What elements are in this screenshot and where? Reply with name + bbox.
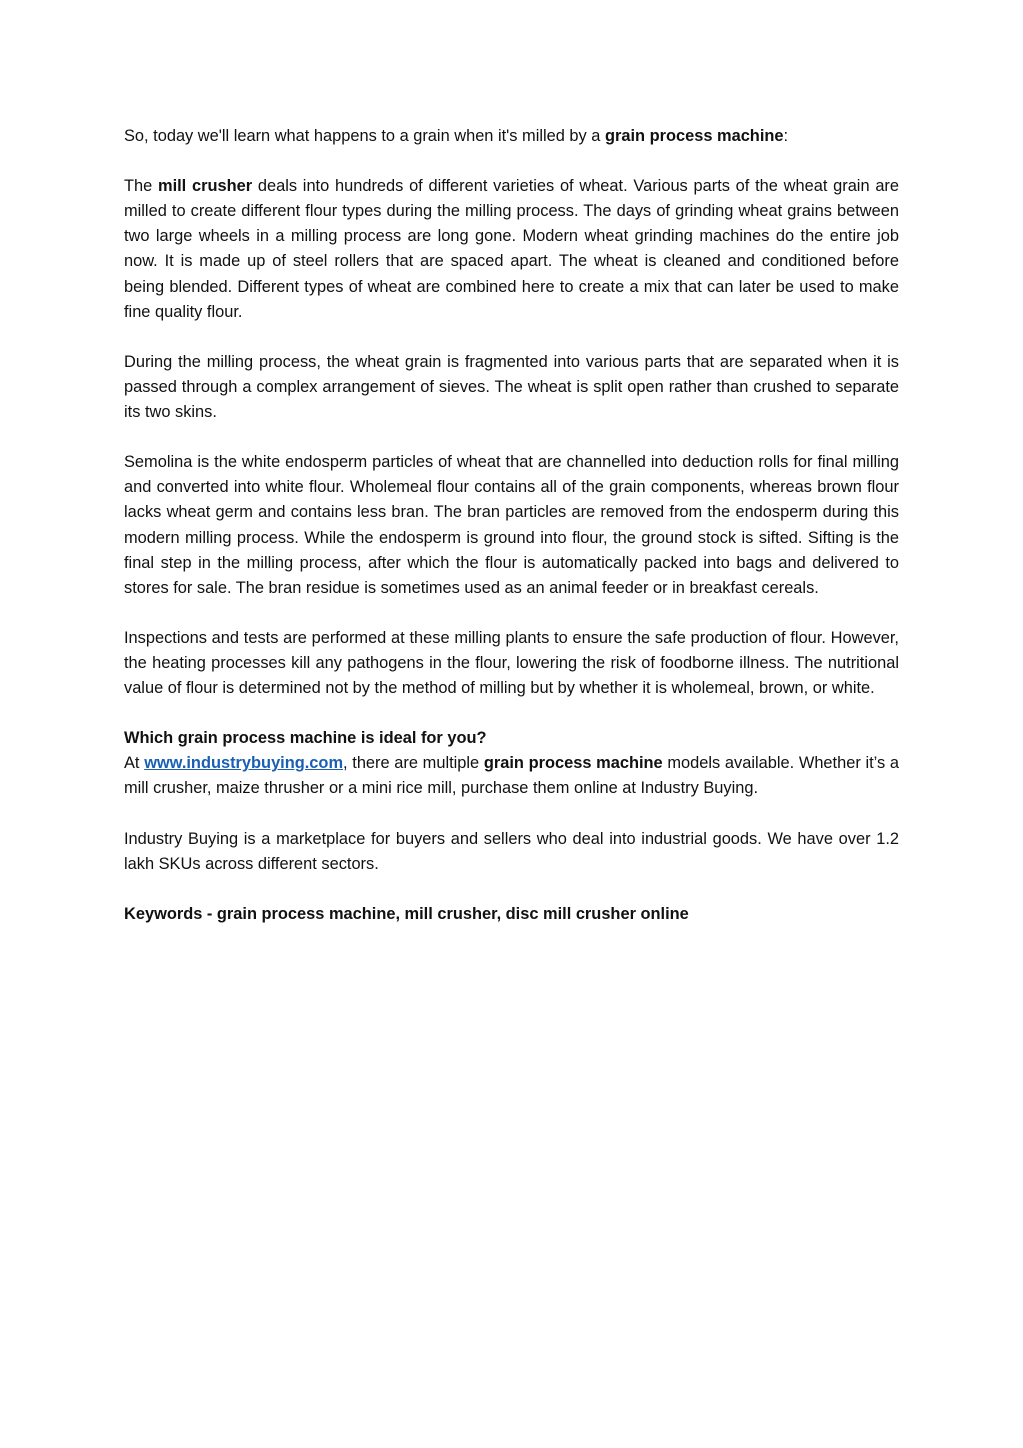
section-heading-text: Which grain process machine is ideal for you? [124,729,487,748]
mill-crusher-paragraph [124,174,899,325]
industrybuying-link[interactable]: www.industrybuying.com [144,754,344,773]
intro-bold-term: grain process machine [604,127,784,145]
para1-bold-term: mill crusher [158,177,253,196]
para5-lead: At [124,754,145,773]
document-page [124,124,899,952]
para5-mid: , there are multiple [343,754,484,773]
keywords-text: Keywords - grain process machine, mill crusher, disc mill crusher online [124,904,689,923]
para1-text: deals into hundreds of different varieties of wheat. Various parts of the wheat grain are milled to create different flour types during the milling process. The days of grinding wheat grains between two large wheels in a milling process are long gone. Modern wheat grinding machines do the entire job now. It is made up of steel rollers that are spaced apart. The wheat is cleaned and conditioned before being blended. Different types of wheat are combined here to create a mix that can later be used to make fine quality flour. [124,177,900,321]
inspections-paragraph: Inspections and tests are performed at these milling plants to ensure the safe production of flour. However, the heating processes kill any pathogens in the flour, lowering the risk of foodborne illness. The nutritional value of flour is determined not by the method of milling but by whether it is wholemeal, brown, or white. [124,628,899,698]
semolina-paragraph: Semolina is the white endosperm particles of wheat that are channelled into deduction rolls for final milling and converted into white flour. Wholemeal flour contains all of the grain components, whereas brown flour lacks wheat germ and contains less bran. The bran particles are removed from the endosperm during this modern milling process. While the endosperm is ground into flour, the ground stock is sifted. Sifting is the final step in the milling process, after which the flour is automatically packed into bags and delivered to stores for sale. The bran residue is sometimes used as an animal feeder or in breakfast cereals. [124,453,899,597]
intro-paragraph [124,124,899,149]
intro-text: So, today we'll learn what happens to a grain when it's milled by a [124,127,605,145]
para5-text: models available. Whether it’s a mill crusher, maize thrusher or a mini rice mill, purchase them online at Industry Buying. [124,754,900,798]
keywords-line [124,902,899,927]
para1-lead: The [124,177,158,196]
industry-buying-paragraph [124,751,899,801]
milling-process-paragraph: During the milling process, the wheat grain is fragmented into various parts that are separated when it is passed through a complex arrangement of sieves. The wheat is split open rather than crushed to separate its two skins. [124,352,899,422]
section-heading [124,726,899,751]
para5-bold-term: grain process machine [483,754,663,773]
marketplace-paragraph: Industry Buying is a marketplace for buyers and sellers who deal into industrial goods. We have over 1.2 lakh SKUs across different sectors. [124,829,899,873]
intro-end: : [783,127,789,145]
